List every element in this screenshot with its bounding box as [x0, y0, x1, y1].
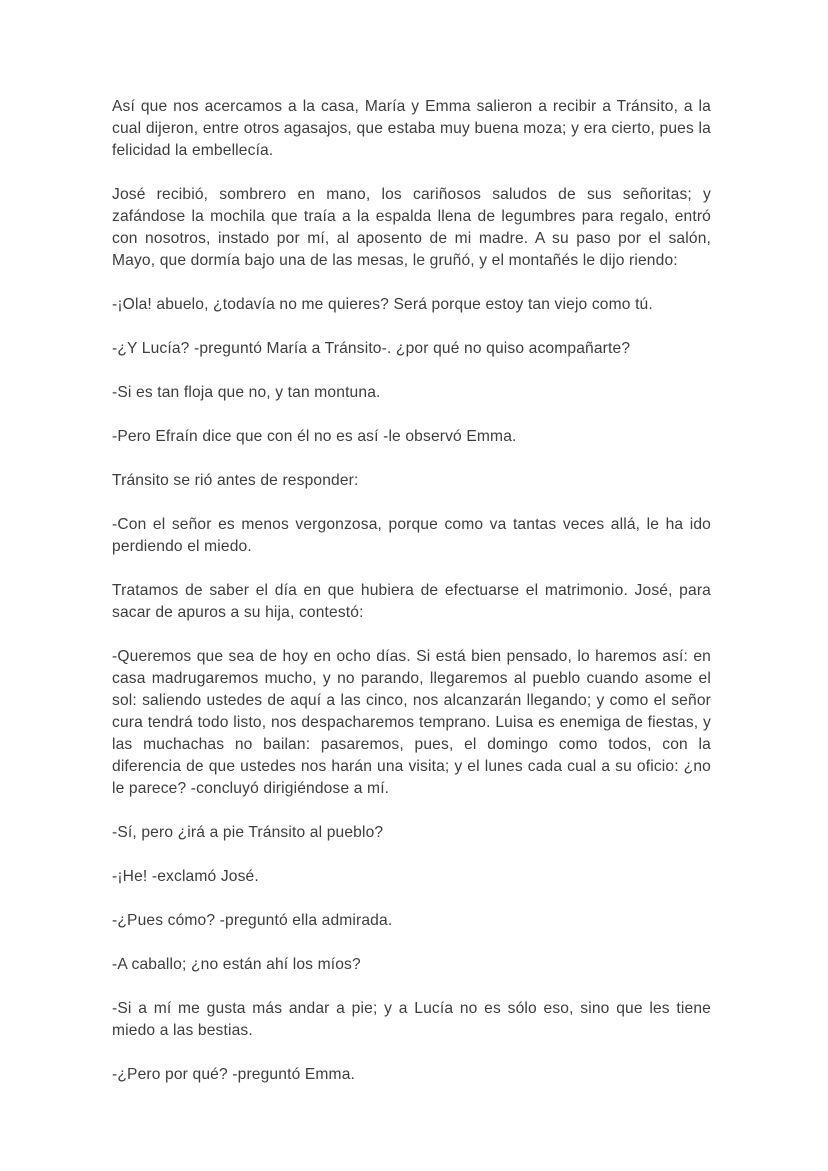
paragraph: José recibió, sombrero en mano, los cariñosos saludos de sus señoritas; y zafándose la mochila que traía a la espalda llena de legumbres para regalo, entró con nosotros, instado por mí, al aposento de mi madre. A su paso por el salón, Mayo, que dormía bajo una de las mesas, le gruñó, y el montañés le dijo riendo:	[112, 186, 711, 269]
paragraph: -Si es tan floja que no, y tan montuna.	[112, 384, 381, 401]
paragraph: -¡He! -exclamó José.	[112, 868, 259, 885]
paragraph: -A caballo; ¿no están ahí los míos?	[112, 956, 361, 973]
paragraph: -Si a mí me gusta más andar a pie; y a Lucía no es sólo eso, sino que les tiene miedo a las bestias.	[112, 1000, 711, 1039]
paragraph: -Pero Efraín dice que con él no es así -le observó Emma.	[112, 428, 517, 445]
paragraph: -¿Pues cómo? -preguntó ella admirada.	[112, 912, 393, 929]
page-text	[112, 96, 711, 1108]
paragraph: Tránsito se rió antes de responder:	[112, 472, 359, 489]
paragraph: -Con el señor es menos vergonzosa, porque como va tantas veces allá, le ha ido perdiendo el miedo.	[112, 516, 711, 555]
paragraph: -¿Y Lucía? -preguntó María a Tránsito-. ¿por qué no quiso acompañarte?	[112, 340, 631, 357]
paragraph: Así que nos acercamos a la casa, María y Emma salieron a recibir a Tránsito, a la cual dijeron, entre otros agasajos, que estaba muy buena moza; y era cierto, pues la felicidad la embellecía.	[112, 98, 711, 159]
paragraph: -¿Pero por qué? -preguntó Emma.	[112, 1066, 356, 1083]
paragraph: -¡Ola! abuelo, ¿todavía no me quieres? Será porque estoy tan viejo como tú.	[112, 296, 653, 313]
paragraph: -Sí, pero ¿irá a pie Tránsito al pueblo?	[112, 824, 384, 841]
paragraph: -Queremos que sea de hoy en ocho días. Si está bien pensado, lo haremos así: en casa madrugaremos mucho, y no parando, llegaremos al pueblo cuando asome el sol: saliendo ustedes de aquí a las cinco, nos alcanzarán llegando; y como el señor cura tendrá todo listo, nos despacharemos temprano. Luisa es enemiga de fiestas, y las muchachas no bailan: pasaremos, pues, el domingo como todos, con la diferencia de que ustedes nos harán una visita; y el lunes cada cual a su oficio: ¿no le parece? -concluyó dirigiéndose a mí.	[112, 648, 711, 797]
paragraph: Tratamos de saber el día en que hubiera de efectuarse el matrimonio. José, para sacar de apuros a su hija, contestó:	[112, 582, 711, 621]
